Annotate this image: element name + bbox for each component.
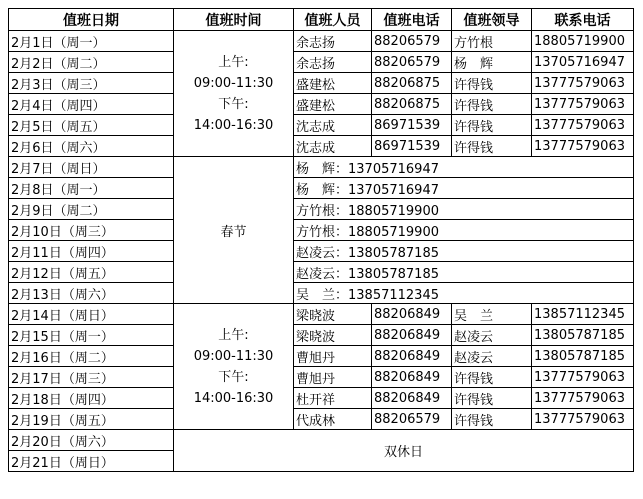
table-row <box>9 94 634 115</box>
duty-leader: 吴 兰 <box>452 304 532 325</box>
leader-contact-merged: 杨 辉：13705716947 <box>294 157 634 178</box>
leader-contact: 13777579063 <box>532 115 634 136</box>
leader-contact: 13857112345 <box>532 304 634 325</box>
duty-person: 沈志成 <box>294 115 372 136</box>
leader-contact: 13705716947 <box>532 52 634 73</box>
header-leader: 值班领导 <box>452 9 532 31</box>
duty-leader: 许得钱 <box>452 136 532 157</box>
duty-person: 曹旭丹 <box>294 346 372 367</box>
duty-leader: 方竹根 <box>452 31 532 52</box>
table-row <box>9 136 634 157</box>
header-row <box>9 9 634 31</box>
duty-person: 代成林 <box>294 409 372 430</box>
leader-contact-merged: 吴 兰：13857112345 <box>294 283 634 304</box>
leader-contact: 13805787185 <box>532 346 634 367</box>
duty-date: 2月9日（周二） <box>9 199 174 220</box>
duty-leader: 许得钱 <box>452 367 532 388</box>
table-row <box>9 220 634 241</box>
leader-contact: 13777579063 <box>532 94 634 115</box>
header-phone: 值班电话 <box>372 9 452 31</box>
leader-contact: 13805787185 <box>532 325 634 346</box>
duty-phone: 88206849 <box>372 346 452 367</box>
table-row <box>9 178 634 199</box>
afternoon-label: 下午: <box>218 369 249 385</box>
duty-person: 余志扬 <box>294 52 372 73</box>
table-row <box>9 388 634 409</box>
header-contact: 联系电话 <box>532 9 634 31</box>
duty-leader: 赵凌云 <box>452 346 532 367</box>
table-row <box>9 157 634 178</box>
leader-contact: 13777579063 <box>532 409 634 430</box>
afternoon-time: 14:00-16:30 <box>193 117 274 133</box>
duty-date: 2月1日（周一） <box>9 31 174 52</box>
duty-person: 杜开祥 <box>294 388 372 409</box>
duty-date: 2月5日（周五） <box>9 115 174 136</box>
leader-contact-merged: 方竹根：18805719900 <box>294 199 634 220</box>
table-row <box>9 430 634 451</box>
morning-label: 上午: <box>218 54 249 70</box>
duty-date: 2月21日（周日） <box>9 451 174 472</box>
office-hours-cell <box>174 304 294 430</box>
duty-date: 2月14日（周日） <box>9 304 174 325</box>
afternoon-time: 14:00-16:30 <box>193 390 274 406</box>
duty-phone: 88206579 <box>372 52 452 73</box>
duty-leader: 杨 辉 <box>452 52 532 73</box>
table-row <box>9 52 634 73</box>
duty-schedule-table <box>8 8 634 472</box>
duty-leader: 许得钱 <box>452 73 532 94</box>
duty-date: 2月19日（周五） <box>9 409 174 430</box>
leader-contact: 13777579063 <box>532 367 634 388</box>
header-person: 值班人员 <box>294 9 372 31</box>
leader-contact: 13777579063 <box>532 73 634 94</box>
duty-person: 盛建松 <box>294 94 372 115</box>
duty-phone: 88206875 <box>372 94 452 115</box>
duty-date: 2月10日（周三） <box>9 220 174 241</box>
duty-phone: 88206875 <box>372 73 452 94</box>
duty-phone: 86971539 <box>372 115 452 136</box>
leader-contact: 13777579063 <box>532 136 634 157</box>
duty-phone: 88206849 <box>372 304 452 325</box>
table-row <box>9 304 634 325</box>
duty-date: 2月7日（周日） <box>9 157 174 178</box>
duty-leader: 许得钱 <box>452 94 532 115</box>
leader-contact: 18805719900 <box>532 31 634 52</box>
table-row <box>9 409 634 430</box>
leader-contact-merged: 赵凌云：13805787185 <box>294 262 634 283</box>
duty-leader: 许得钱 <box>452 409 532 430</box>
duty-person: 盛建松 <box>294 73 372 94</box>
header-time: 值班时间 <box>174 9 294 31</box>
duty-person: 曹旭丹 <box>294 367 372 388</box>
duty-date: 2月6日（周六） <box>9 136 174 157</box>
duty-date: 2月3日（周三） <box>9 73 174 94</box>
leader-contact-merged: 杨 辉：13705716947 <box>294 178 634 199</box>
spring-festival-cell: 春节 <box>174 157 294 304</box>
duty-date: 2月15日（周一） <box>9 325 174 346</box>
morning-label: 上午: <box>218 327 249 343</box>
duty-person: 沈志成 <box>294 136 372 157</box>
table-row <box>9 31 634 52</box>
table-row <box>9 241 634 262</box>
duty-phone: 88206579 <box>372 31 452 52</box>
table-row <box>9 325 634 346</box>
duty-phone: 86971539 <box>372 136 452 157</box>
duty-phone: 88206849 <box>372 388 452 409</box>
duty-phone: 88206579 <box>372 409 452 430</box>
duty-person: 余志扬 <box>294 31 372 52</box>
weekend-rest-cell: 双休日 <box>174 430 634 472</box>
duty-leader: 许得钱 <box>452 388 532 409</box>
duty-date: 2月4日（周四） <box>9 94 174 115</box>
morning-time: 09:00-11:30 <box>193 75 274 91</box>
duty-date: 2月17日（周三） <box>9 367 174 388</box>
duty-person: 梁晓波 <box>294 325 372 346</box>
duty-date: 2月12日（周五） <box>9 262 174 283</box>
leader-contact-merged: 赵凌云：13805787185 <box>294 241 634 262</box>
duty-date: 2月11日（周四） <box>9 241 174 262</box>
afternoon-label: 下午: <box>218 96 249 112</box>
table-row <box>9 115 634 136</box>
morning-time: 09:00-11:30 <box>193 348 274 364</box>
table-row <box>9 346 634 367</box>
duty-leader: 赵凌云 <box>452 325 532 346</box>
duty-date: 2月20日（周六） <box>9 430 174 451</box>
table-row <box>9 283 634 304</box>
leader-contact-merged: 方竹根：18805719900 <box>294 220 634 241</box>
duty-leader: 许得钱 <box>452 115 532 136</box>
office-hours-cell <box>174 31 294 157</box>
duty-person: 梁晓波 <box>294 304 372 325</box>
table-row <box>9 73 634 94</box>
duty-date: 2月13日（周六） <box>9 283 174 304</box>
duty-phone: 88206849 <box>372 367 452 388</box>
duty-date: 2月2日（周二） <box>9 52 174 73</box>
leader-contact: 13777579063 <box>532 388 634 409</box>
duty-date: 2月18日（周四） <box>9 388 174 409</box>
table-row <box>9 367 634 388</box>
table-row <box>9 262 634 283</box>
table-row <box>9 199 634 220</box>
header-date: 值班日期 <box>9 9 174 31</box>
duty-date: 2月16日（周二） <box>9 346 174 367</box>
duty-phone: 88206849 <box>372 325 452 346</box>
duty-date: 2月8日（周一） <box>9 178 174 199</box>
